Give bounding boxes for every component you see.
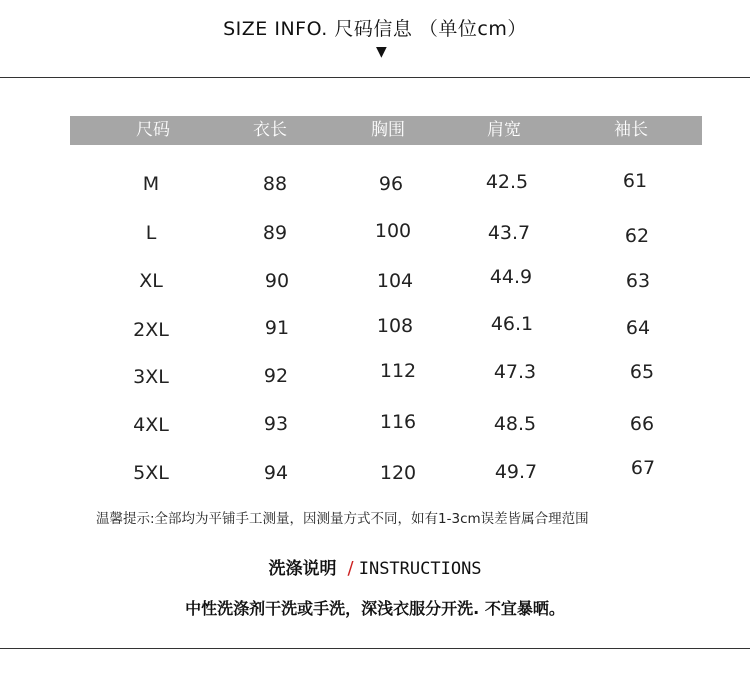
cell-sleeve: 61 [622,170,648,192]
cell-sleeve: 66 [629,413,655,435]
cell-length: 88 [262,173,288,195]
cell-size: 4XL [133,414,169,436]
cell-size: L [145,222,157,244]
bottom-divider [0,648,750,649]
cell-chest: 100 [374,220,412,242]
column-header-sleeve: 袖长 [614,120,648,140]
table-row [0,358,750,398]
cell-sleeve: 65 [629,361,655,383]
cell-length: 89 [262,222,288,244]
cell-chest: 116 [379,411,417,433]
cell-chest: 112 [379,360,417,382]
cell-length: 91 [264,317,290,339]
cell-sleeve: 63 [625,270,651,292]
measurement-note: 温馨提示:全部均为平铺手工测量，因测量方式不同，如有1-3cm误差皆属合理范围 [96,511,589,527]
cell-length: 94 [263,462,289,484]
column-header-length: 衣长 [253,120,287,140]
cell-size: 2XL [133,319,169,341]
cell-length: 93 [263,413,289,435]
table-row [0,165,750,205]
wash-instructions-title [0,554,750,579]
table-row [0,406,750,446]
cell-shoulder: 43.7 [487,222,531,244]
cell-length: 92 [263,365,289,387]
cell-size: M [142,173,160,195]
cell-shoulder: 48.5 [493,413,537,435]
cell-shoulder: 46.1 [490,313,534,335]
cell-size: 3XL [133,366,169,388]
wash-title-en: INSTRUCTIONS [358,559,482,579]
wash-title-slash: / [347,558,354,579]
cell-chest: 108 [376,315,414,337]
cell-shoulder: 47.3 [493,361,537,383]
cell-chest: 120 [379,462,417,484]
table-row [0,262,750,302]
cell-size: XL [139,270,163,292]
table-row [0,455,750,495]
wash-title-cn: 洗涤说明 [268,559,337,579]
cell-chest: 96 [378,173,404,195]
cell-size: 5XL [133,462,169,484]
table-row [0,214,750,254]
top-divider [0,77,750,78]
cell-sleeve: 67 [630,457,656,479]
cell-chest: 104 [376,270,414,292]
column-header-size: 尺码 [136,120,170,140]
cell-sleeve: 64 [625,317,651,339]
column-header-shoulder: 肩宽 [487,120,521,140]
cell-sleeve: 62 [624,225,650,247]
wash-instructions-text: 中性洗涤剂干洗或手洗，深浅衣服分开洗. 不宜暴晒。 [185,599,565,618]
cell-shoulder: 42.5 [485,171,529,193]
cell-length: 90 [264,270,290,292]
table-header [70,116,702,145]
table-row [0,309,750,349]
size-info-title: SIZE INFO. 尺码信息 （单位cm） [223,18,527,40]
column-header-chest: 胸围 [371,120,405,140]
cell-shoulder: 49.7 [494,461,538,483]
down-arrow-icon: ▼ [376,44,387,60]
cell-shoulder: 44.9 [489,266,533,288]
